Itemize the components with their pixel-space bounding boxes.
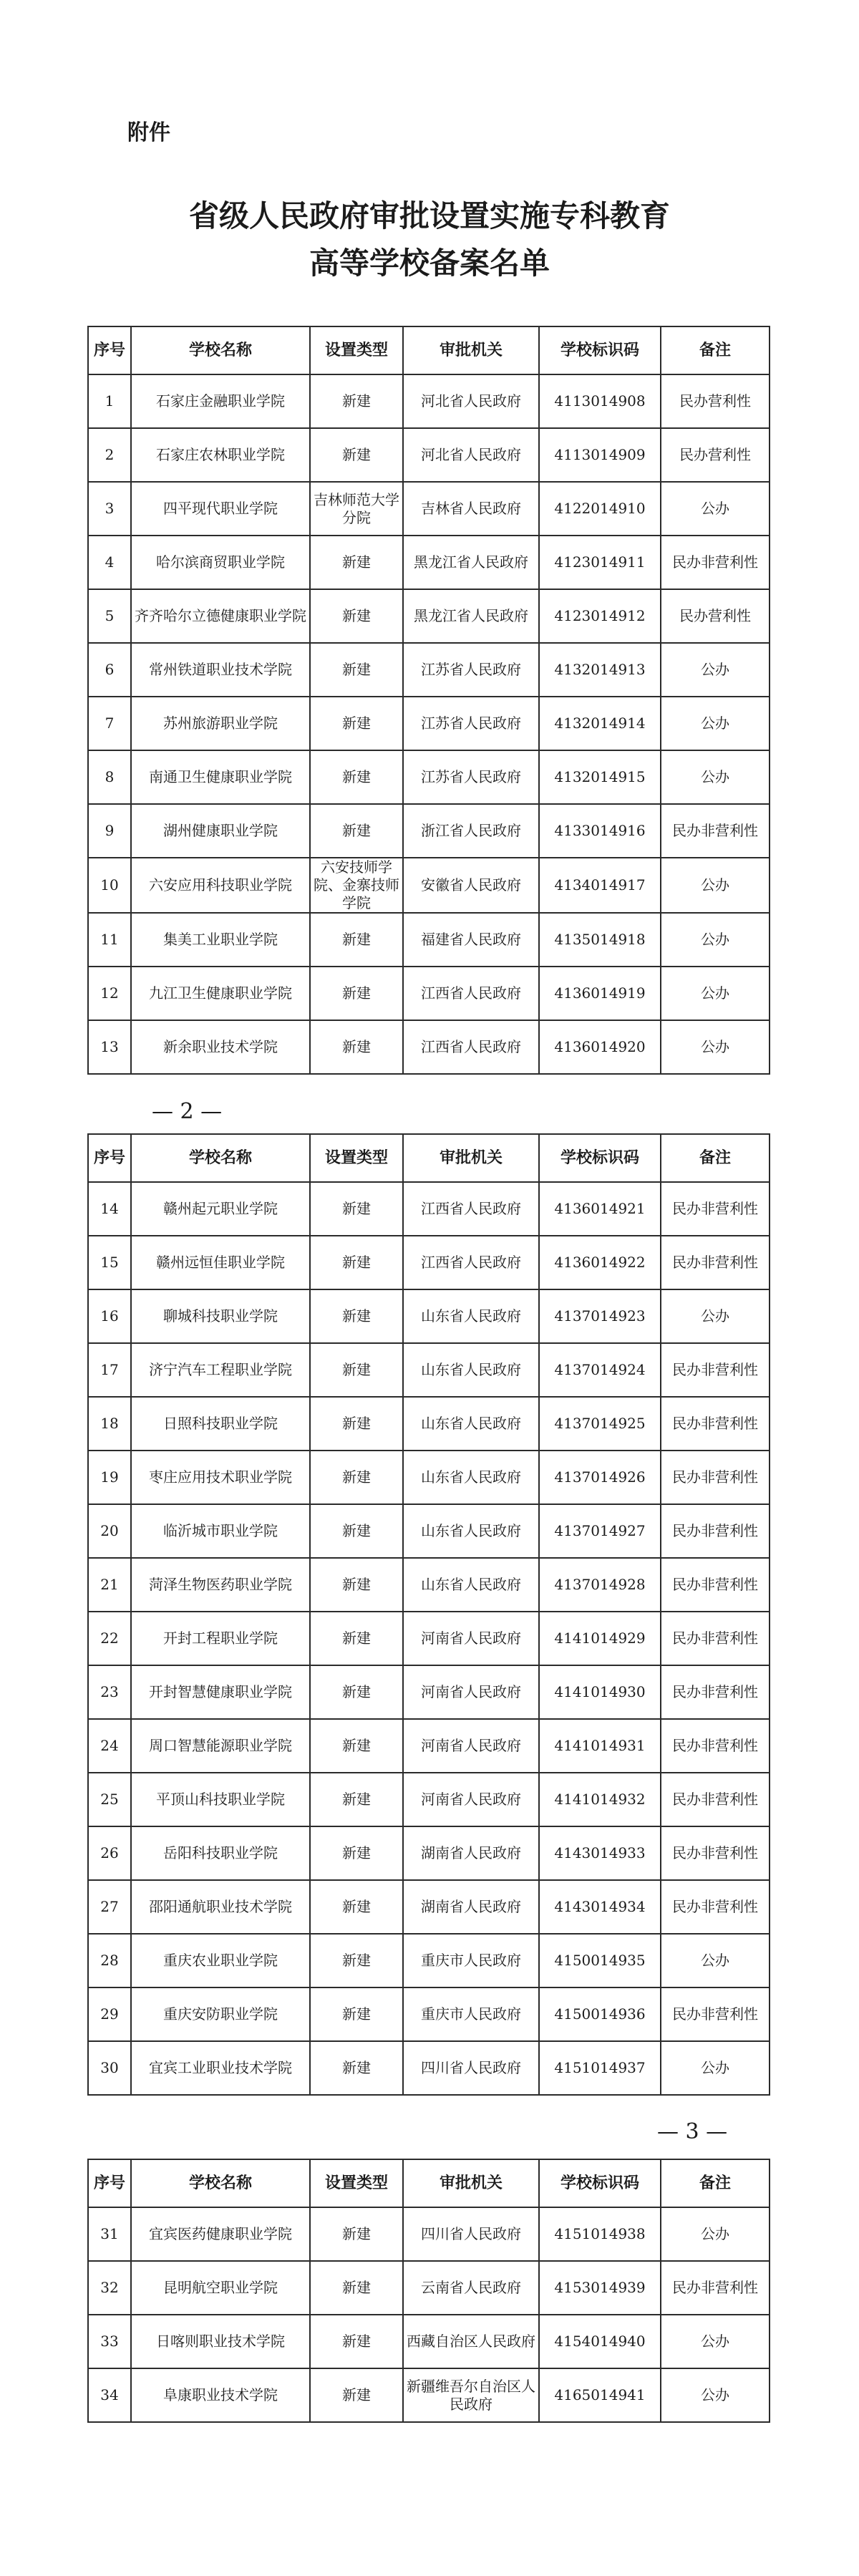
cell-authority: 西藏自治区人民政府 bbox=[403, 2315, 539, 2368]
cell-note: 民办非营利性 bbox=[661, 804, 770, 858]
cell-authority: 河南省人民政府 bbox=[403, 1773, 539, 1826]
cell-seq: 13 bbox=[88, 1020, 131, 1074]
cell-name: 哈尔滨商贸职业学院 bbox=[131, 536, 310, 589]
cell-note: 民办营利性 bbox=[661, 428, 770, 482]
cell-type: 新建 bbox=[310, 1826, 403, 1880]
cell-seq: 22 bbox=[88, 1612, 131, 1665]
cell-authority: 黑龙江省人民政府 bbox=[403, 536, 539, 589]
table-row bbox=[88, 1558, 770, 1612]
cell-seq: 3 bbox=[88, 482, 131, 536]
cell-seq: 16 bbox=[88, 1289, 131, 1343]
cell-note: 民办非营利性 bbox=[661, 1612, 770, 1665]
cell-seq: 29 bbox=[88, 1987, 131, 2041]
school-table-page-2 bbox=[87, 1133, 770, 2096]
header-note: 备注 bbox=[661, 2159, 770, 2207]
cell-name: 新余职业技术学院 bbox=[131, 1020, 310, 1074]
cell-type: 新建 bbox=[310, 967, 403, 1020]
cell-name: 齐齐哈尔立德健康职业学院 bbox=[131, 589, 310, 643]
cell-type: 新建 bbox=[310, 1987, 403, 2041]
cell-code: 4122014910 bbox=[539, 482, 661, 536]
cell-code: 4136014922 bbox=[539, 1236, 661, 1289]
header-type: 设置类型 bbox=[310, 326, 403, 374]
cell-type: 新建 bbox=[310, 2207, 403, 2261]
cell-seq: 11 bbox=[88, 913, 131, 967]
cell-name: 日照科技职业学院 bbox=[131, 1397, 310, 1451]
header-authority: 审批机关 bbox=[403, 2159, 539, 2207]
cell-code: 4113014908 bbox=[539, 374, 661, 428]
cell-authority: 江苏省人民政府 bbox=[403, 750, 539, 804]
cell-seq: 10 bbox=[88, 858, 131, 913]
cell-authority: 江西省人民政府 bbox=[403, 1236, 539, 1289]
cell-name: 湖州健康职业学院 bbox=[131, 804, 310, 858]
header-name: 学校名称 bbox=[131, 2159, 310, 2207]
table-row bbox=[88, 858, 770, 913]
header-seq: 序号 bbox=[88, 2159, 131, 2207]
cell-seq: 5 bbox=[88, 589, 131, 643]
cell-authority: 浙江省人民政府 bbox=[403, 804, 539, 858]
cell-code: 4134014917 bbox=[539, 858, 661, 913]
cell-authority: 云南省人民政府 bbox=[403, 2261, 539, 2315]
cell-seq: 9 bbox=[88, 804, 131, 858]
cell-name: 南通卫生健康职业学院 bbox=[131, 750, 310, 804]
cell-type: 新建 bbox=[310, 1451, 403, 1504]
cell-type: 新建 bbox=[310, 2315, 403, 2368]
page-number-2: — 2 — bbox=[152, 1099, 223, 1124]
header-type: 设置类型 bbox=[310, 2159, 403, 2207]
cell-type: 六安技师学院、金寨技师学院 bbox=[310, 858, 403, 913]
cell-name: 重庆安防职业学院 bbox=[131, 1987, 310, 2041]
cell-code: 4143014933 bbox=[539, 1826, 661, 1880]
cell-code: 4135014918 bbox=[539, 913, 661, 967]
cell-authority: 安徽省人民政府 bbox=[403, 858, 539, 913]
cell-seq: 32 bbox=[88, 2261, 131, 2315]
cell-authority: 河南省人民政府 bbox=[403, 1612, 539, 1665]
cell-authority: 山东省人民政府 bbox=[403, 1343, 539, 1397]
cell-seq: 26 bbox=[88, 1826, 131, 1880]
header-code: 学校标识码 bbox=[539, 1134, 661, 1182]
table-row bbox=[88, 967, 770, 1020]
cell-note: 民办非营利性 bbox=[661, 1343, 770, 1397]
cell-note: 公办 bbox=[661, 913, 770, 967]
table-header-row bbox=[88, 2159, 770, 2207]
table-row bbox=[88, 428, 770, 482]
cell-type: 新建 bbox=[310, 1773, 403, 1826]
cell-seq: 2 bbox=[88, 428, 131, 482]
table-row bbox=[88, 1826, 770, 1880]
cell-note: 公办 bbox=[661, 482, 770, 536]
header-authority: 审批机关 bbox=[403, 1134, 539, 1182]
cell-type: 吉林师范大学分院 bbox=[310, 482, 403, 536]
cell-type: 新建 bbox=[310, 536, 403, 589]
cell-note: 公办 bbox=[661, 858, 770, 913]
page-number-3: — 3 — bbox=[657, 2119, 728, 2144]
table-row bbox=[88, 913, 770, 967]
cell-name: 枣庄应用技术职业学院 bbox=[131, 1451, 310, 1504]
document-title-line-2: 高等学校备案名单 bbox=[309, 246, 550, 281]
table-row bbox=[88, 1182, 770, 1236]
cell-note: 民办非营利性 bbox=[661, 1236, 770, 1289]
cell-type: 新建 bbox=[310, 1020, 403, 1074]
cell-authority: 江苏省人民政府 bbox=[403, 697, 539, 750]
cell-code: 4141014931 bbox=[539, 1719, 661, 1773]
cell-name: 平顶山科技职业学院 bbox=[131, 1773, 310, 1826]
cell-type: 新建 bbox=[310, 1558, 403, 1612]
cell-name: 赣州起元职业学院 bbox=[131, 1182, 310, 1236]
cell-type: 新建 bbox=[310, 750, 403, 804]
cell-authority: 山东省人民政府 bbox=[403, 1558, 539, 1612]
cell-code: 4132014914 bbox=[539, 697, 661, 750]
cell-seq: 31 bbox=[88, 2207, 131, 2261]
cell-name: 苏州旅游职业学院 bbox=[131, 697, 310, 750]
cell-name: 日喀则职业技术学院 bbox=[131, 2315, 310, 2368]
header-type: 设置类型 bbox=[310, 1134, 403, 1182]
cell-code: 4143014934 bbox=[539, 1880, 661, 1934]
school-table-page-3 bbox=[87, 2159, 770, 2423]
cell-seq: 28 bbox=[88, 1934, 131, 1987]
cell-note: 民办非营利性 bbox=[661, 1451, 770, 1504]
cell-seq: 18 bbox=[88, 1397, 131, 1451]
cell-type: 新建 bbox=[310, 1343, 403, 1397]
cell-seq: 1 bbox=[88, 374, 131, 428]
cell-code: 4137014924 bbox=[539, 1343, 661, 1397]
cell-type: 新建 bbox=[310, 1665, 403, 1719]
header-code: 学校标识码 bbox=[539, 2159, 661, 2207]
cell-note: 民办非营利性 bbox=[661, 1987, 770, 2041]
cell-authority: 山东省人民政府 bbox=[403, 1289, 539, 1343]
table-row bbox=[88, 1343, 770, 1397]
cell-type: 新建 bbox=[310, 1880, 403, 1934]
cell-note: 民办非营利性 bbox=[661, 536, 770, 589]
cell-name: 聊城科技职业学院 bbox=[131, 1289, 310, 1343]
cell-code: 4123014911 bbox=[539, 536, 661, 589]
cell-note: 民办非营利性 bbox=[661, 1504, 770, 1558]
cell-authority: 江西省人民政府 bbox=[403, 1182, 539, 1236]
cell-seq: 23 bbox=[88, 1665, 131, 1719]
header-note: 备注 bbox=[661, 1134, 770, 1182]
cell-authority: 山东省人民政府 bbox=[403, 1504, 539, 1558]
cell-authority: 江西省人民政府 bbox=[403, 1020, 539, 1074]
cell-note: 民办营利性 bbox=[661, 374, 770, 428]
cell-name: 宜宾医药健康职业学院 bbox=[131, 2207, 310, 2261]
cell-seq: 15 bbox=[88, 1236, 131, 1289]
cell-type: 新建 bbox=[310, 913, 403, 967]
table-row bbox=[88, 589, 770, 643]
cell-authority: 湖南省人民政府 bbox=[403, 1880, 539, 1934]
table-row bbox=[88, 482, 770, 536]
cell-code: 4136014921 bbox=[539, 1182, 661, 1236]
cell-authority: 黑龙江省人民政府 bbox=[403, 589, 539, 643]
cell-type: 新建 bbox=[310, 589, 403, 643]
table-row bbox=[88, 2261, 770, 2315]
table-row bbox=[88, 1289, 770, 1343]
cell-seq: 19 bbox=[88, 1451, 131, 1504]
cell-type: 新建 bbox=[310, 2261, 403, 2315]
cell-seq: 14 bbox=[88, 1182, 131, 1236]
header-code: 学校标识码 bbox=[539, 326, 661, 374]
cell-code: 4137014926 bbox=[539, 1451, 661, 1504]
table-row bbox=[88, 1612, 770, 1665]
cell-code: 4153014939 bbox=[539, 2261, 661, 2315]
table-row bbox=[88, 2368, 770, 2422]
cell-seq: 6 bbox=[88, 643, 131, 697]
cell-type: 新建 bbox=[310, 1612, 403, 1665]
cell-name: 宜宾工业职业技术学院 bbox=[131, 2041, 310, 2095]
cell-note: 民办非营利性 bbox=[661, 1880, 770, 1934]
cell-name: 六安应用科技职业学院 bbox=[131, 858, 310, 913]
header-name: 学校名称 bbox=[131, 326, 310, 374]
cell-type: 新建 bbox=[310, 1182, 403, 1236]
cell-type: 新建 bbox=[310, 1504, 403, 1558]
cell-code: 4133014916 bbox=[539, 804, 661, 858]
table-row bbox=[88, 750, 770, 804]
header-seq: 序号 bbox=[88, 1134, 131, 1182]
cell-type: 新建 bbox=[310, 2041, 403, 2095]
table-row bbox=[88, 1665, 770, 1719]
cell-type: 新建 bbox=[310, 1719, 403, 1773]
cell-authority: 重庆市人民政府 bbox=[403, 1934, 539, 1987]
cell-code: 4141014929 bbox=[539, 1612, 661, 1665]
cell-note: 民办非营利性 bbox=[661, 1182, 770, 1236]
cell-seq: 7 bbox=[88, 697, 131, 750]
cell-seq: 24 bbox=[88, 1719, 131, 1773]
cell-seq: 17 bbox=[88, 1343, 131, 1397]
table-row bbox=[88, 804, 770, 858]
header-name: 学校名称 bbox=[131, 1134, 310, 1182]
table-row bbox=[88, 1397, 770, 1451]
cell-note: 民办营利性 bbox=[661, 589, 770, 643]
cell-name: 集美工业职业学院 bbox=[131, 913, 310, 967]
cell-authority: 山东省人民政府 bbox=[403, 1397, 539, 1451]
table-row bbox=[88, 1934, 770, 1987]
cell-code: 4141014932 bbox=[539, 1773, 661, 1826]
cell-code: 4151014938 bbox=[539, 2207, 661, 2261]
table-row bbox=[88, 1880, 770, 1934]
cell-note: 公办 bbox=[661, 1289, 770, 1343]
cell-authority: 河南省人民政府 bbox=[403, 1665, 539, 1719]
cell-note: 民办非营利性 bbox=[661, 1826, 770, 1880]
cell-code: 4132014915 bbox=[539, 750, 661, 804]
table-row bbox=[88, 374, 770, 428]
cell-authority: 福建省人民政府 bbox=[403, 913, 539, 967]
cell-code: 4137014923 bbox=[539, 1289, 661, 1343]
cell-seq: 20 bbox=[88, 1504, 131, 1558]
cell-note: 民办非营利性 bbox=[661, 1397, 770, 1451]
header-authority: 审批机关 bbox=[403, 326, 539, 374]
cell-code: 4137014928 bbox=[539, 1558, 661, 1612]
header-note: 备注 bbox=[661, 326, 770, 374]
cell-name: 邵阳通航职业技术学院 bbox=[131, 1880, 310, 1934]
cell-authority: 吉林省人民政府 bbox=[403, 482, 539, 536]
cell-note: 公办 bbox=[661, 2368, 770, 2422]
table-row bbox=[88, 2207, 770, 2261]
cell-authority: 四川省人民政府 bbox=[403, 2207, 539, 2261]
school-table-page-1 bbox=[87, 326, 770, 1075]
cell-code: 4165014941 bbox=[539, 2368, 661, 2422]
cell-name: 临沂城市职业学院 bbox=[131, 1504, 310, 1558]
table-row bbox=[88, 2041, 770, 2095]
table-row bbox=[88, 1236, 770, 1289]
cell-seq: 25 bbox=[88, 1773, 131, 1826]
cell-name: 石家庄农林职业学院 bbox=[131, 428, 310, 482]
cell-seq: 8 bbox=[88, 750, 131, 804]
cell-name: 石家庄金融职业学院 bbox=[131, 374, 310, 428]
cell-name: 开封智慧健康职业学院 bbox=[131, 1665, 310, 1719]
cell-code: 4150014935 bbox=[539, 1934, 661, 1987]
cell-name: 菏泽生物医药职业学院 bbox=[131, 1558, 310, 1612]
cell-name: 开封工程职业学院 bbox=[131, 1612, 310, 1665]
cell-code: 4141014930 bbox=[539, 1665, 661, 1719]
cell-name: 济宁汽车工程职业学院 bbox=[131, 1343, 310, 1397]
cell-code: 4136014920 bbox=[539, 1020, 661, 1074]
cell-type: 新建 bbox=[310, 428, 403, 482]
cell-name: 昆明航空职业学院 bbox=[131, 2261, 310, 2315]
cell-authority: 新疆维吾尔自治区人民政府 bbox=[403, 2368, 539, 2422]
cell-note: 民办非营利性 bbox=[661, 2261, 770, 2315]
cell-code: 4136014919 bbox=[539, 967, 661, 1020]
table-header-row bbox=[88, 1134, 770, 1182]
cell-note: 公办 bbox=[661, 2315, 770, 2368]
cell-code: 4154014940 bbox=[539, 2315, 661, 2368]
cell-code: 4113014909 bbox=[539, 428, 661, 482]
cell-note: 公办 bbox=[661, 967, 770, 1020]
cell-type: 新建 bbox=[310, 1289, 403, 1343]
cell-seq: 12 bbox=[88, 967, 131, 1020]
cell-name: 四平现代职业学院 bbox=[131, 482, 310, 536]
cell-note: 公办 bbox=[661, 643, 770, 697]
cell-type: 新建 bbox=[310, 374, 403, 428]
document-title-line-1: 省级人民政府审批设置实施专科教育 bbox=[188, 198, 670, 233]
cell-authority: 河北省人民政府 bbox=[403, 428, 539, 482]
cell-note: 民办非营利性 bbox=[661, 1665, 770, 1719]
cell-name: 周口智慧能源职业学院 bbox=[131, 1719, 310, 1773]
cell-name: 常州铁道职业技术学院 bbox=[131, 643, 310, 697]
cell-note: 民办非营利性 bbox=[661, 1558, 770, 1612]
cell-authority: 江西省人民政府 bbox=[403, 967, 539, 1020]
cell-name: 阜康职业技术学院 bbox=[131, 2368, 310, 2422]
table-row bbox=[88, 643, 770, 697]
cell-seq: 30 bbox=[88, 2041, 131, 2095]
cell-code: 4137014925 bbox=[539, 1397, 661, 1451]
cell-seq: 33 bbox=[88, 2315, 131, 2368]
cell-note: 公办 bbox=[661, 2041, 770, 2095]
cell-seq: 21 bbox=[88, 1558, 131, 1612]
cell-code: 4137014927 bbox=[539, 1504, 661, 1558]
cell-note: 公办 bbox=[661, 2207, 770, 2261]
cell-note: 公办 bbox=[661, 1020, 770, 1074]
table-row bbox=[88, 1719, 770, 1773]
table-row bbox=[88, 1020, 770, 1074]
cell-name: 赣州远恒佳职业学院 bbox=[131, 1236, 310, 1289]
table-row bbox=[88, 1773, 770, 1826]
cell-type: 新建 bbox=[310, 1397, 403, 1451]
cell-note: 公办 bbox=[661, 1934, 770, 1987]
cell-note: 公办 bbox=[661, 750, 770, 804]
cell-authority: 湖南省人民政府 bbox=[403, 1826, 539, 1880]
cell-type: 新建 bbox=[310, 1236, 403, 1289]
cell-authority: 河南省人民政府 bbox=[403, 1719, 539, 1773]
cell-note: 公办 bbox=[661, 697, 770, 750]
cell-name: 九江卫生健康职业学院 bbox=[131, 967, 310, 1020]
cell-name: 岳阳科技职业学院 bbox=[131, 1826, 310, 1880]
cell-authority: 河北省人民政府 bbox=[403, 374, 539, 428]
table-row bbox=[88, 1451, 770, 1504]
header-seq: 序号 bbox=[88, 326, 131, 374]
cell-seq: 4 bbox=[88, 536, 131, 589]
cell-name: 重庆农业职业学院 bbox=[131, 1934, 310, 1987]
cell-code: 4132014913 bbox=[539, 643, 661, 697]
cell-code: 4123014912 bbox=[539, 589, 661, 643]
cell-type: 新建 bbox=[310, 2368, 403, 2422]
attachment-label: 附件 bbox=[127, 120, 170, 145]
table-row bbox=[88, 697, 770, 750]
table-row bbox=[88, 536, 770, 589]
cell-authority: 山东省人民政府 bbox=[403, 1451, 539, 1504]
cell-seq: 27 bbox=[88, 1880, 131, 1934]
table-header-row bbox=[88, 326, 770, 374]
cell-type: 新建 bbox=[310, 1934, 403, 1987]
cell-code: 4150014936 bbox=[539, 1987, 661, 2041]
cell-authority: 江苏省人民政府 bbox=[403, 643, 539, 697]
cell-authority: 重庆市人民政府 bbox=[403, 1987, 539, 2041]
cell-authority: 四川省人民政府 bbox=[403, 2041, 539, 2095]
table-row bbox=[88, 2315, 770, 2368]
cell-seq: 34 bbox=[88, 2368, 131, 2422]
table-row bbox=[88, 1504, 770, 1558]
table-row bbox=[88, 1987, 770, 2041]
cell-code: 4151014937 bbox=[539, 2041, 661, 2095]
cell-type: 新建 bbox=[310, 804, 403, 858]
cell-type: 新建 bbox=[310, 643, 403, 697]
cell-note: 民办非营利性 bbox=[661, 1773, 770, 1826]
cell-type: 新建 bbox=[310, 697, 403, 750]
cell-note: 民办非营利性 bbox=[661, 1719, 770, 1773]
